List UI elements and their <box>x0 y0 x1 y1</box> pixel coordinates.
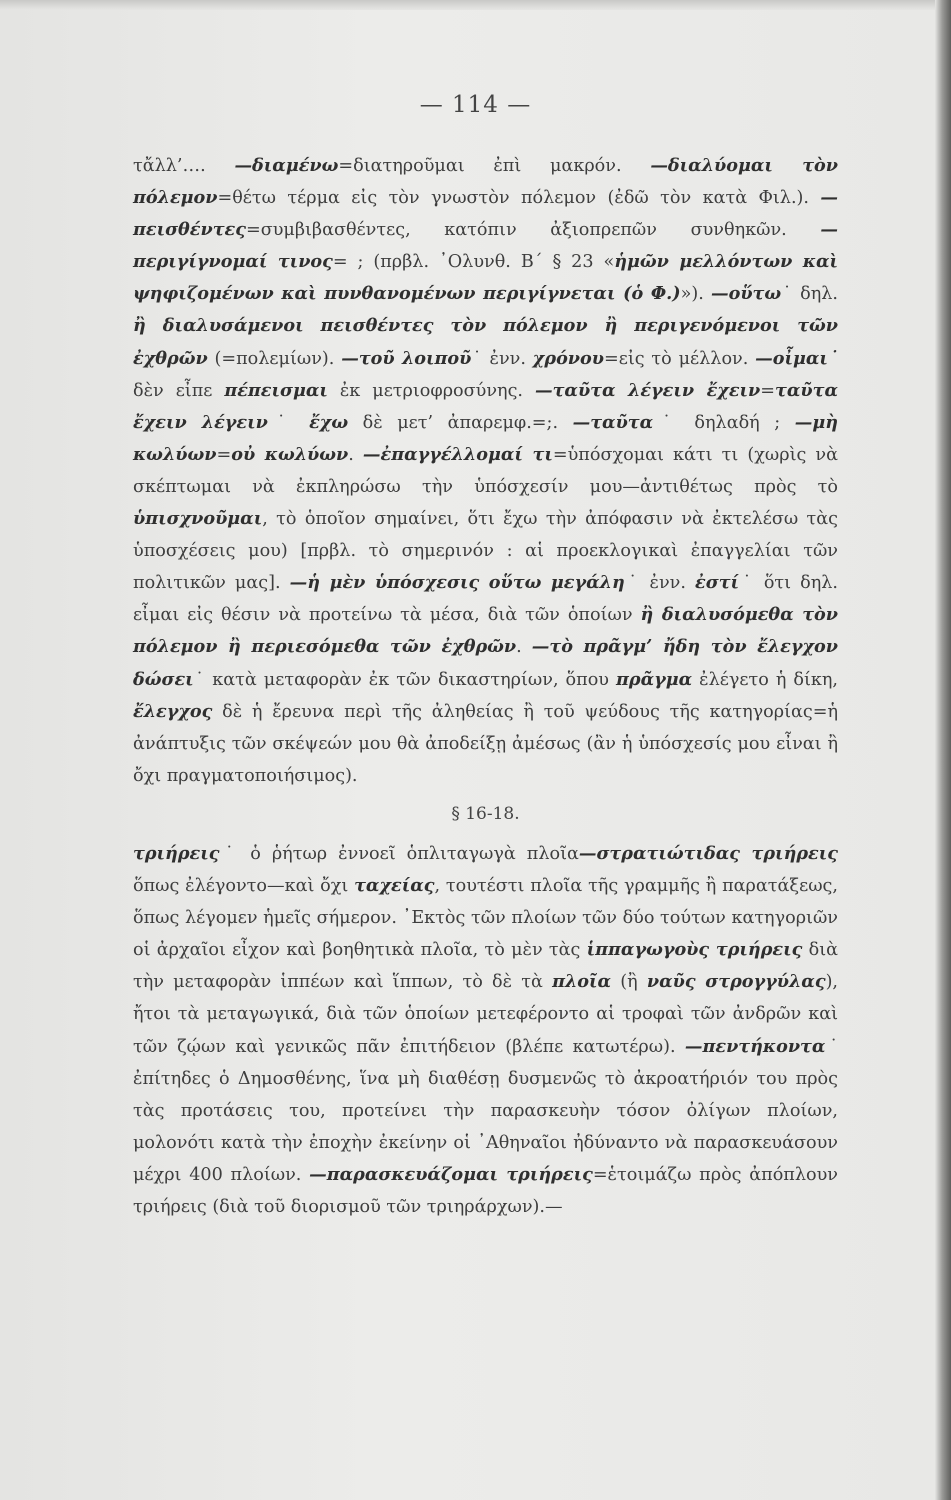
gloss-text: (ἢ <box>611 972 647 993</box>
gloss-text: (=πολεμίων). <box>207 348 342 369</box>
gloss-text: =ὑπόσχομαι κάτι τι (χωρὶς νὰ σκέπτωμαι νὰ ἐκπληρώσω τὴν ὑπόσχεσίν μου—ἀντιθέτως πρὸς τὸ <box>133 444 838 497</box>
lemma-term: —ἐπαγγέλλομαί τι <box>362 443 553 465</box>
lemma-term: —ταῦτα <box>572 411 654 433</box>
lemma-term: —ταῦτα λέγειν ἔχειν <box>534 379 761 401</box>
gloss-text: δὲν εἶπε <box>133 380 225 401</box>
lemma-term: —τὸ πρᾶγμ’ ἤδη τὸν ἔλεγχον δώσει <box>133 636 838 690</box>
lemma-term: —μὴ κωλύων <box>133 411 838 465</box>
lemma-term: πλοῖα <box>552 971 612 993</box>
lemma-term: ἢ διαλυσάμενοι πεισθέντες τὸν πόλεμον ἢ περιγενόμενοι τῶν ἐχθρῶν <box>133 315 838 369</box>
gloss-text: ˙ δηλ. <box>781 284 838 305</box>
commentary-body <box>133 150 838 1223</box>
gloss-text: = <box>216 444 232 465</box>
lemma-term: ναῦς στρογγύλας <box>646 971 826 993</box>
lemma-term: ἔλεγχος <box>133 700 213 722</box>
lemma-term: —τοῦ λοιποῦ <box>341 347 472 369</box>
gloss-text: ˙ κατὰ μεταφορὰν ἐκ τῶν δικαστηρίων, ὅπου <box>193 669 616 690</box>
lemma-term: ταχείας <box>354 875 435 897</box>
gloss-text: = ; (πρβλ. ᾿Ολυνθ. Β΄ § 23 « <box>332 252 615 273</box>
gloss-text: =ἑτοιμάζω πρὸς ἀπόπλουν τριήρεις (διὰ τοῦ διορισμοῦ τῶν τριηράρχων).— <box>133 1164 838 1217</box>
lemma-term: ἡμῶν μελλόντων καὶ ψηφιζομένων καὶ πυνθανομένων περιγίγνεται (ὁ Φ.) <box>133 251 838 305</box>
gloss-text: =συμβιβασθέντες, κατόπιν ἀξιοπρεπῶν συνθηκῶν. <box>245 220 821 241</box>
commentary-paragraph-2 <box>133 838 838 1223</box>
scan-right-edge <box>935 0 951 1500</box>
lemma-term: —διαμένω <box>234 155 339 176</box>
lemma-term: — περιγίγνομαί τινος <box>133 219 838 273</box>
lemma-term: ταῦτα ἔχειν λέγειν <box>133 379 838 433</box>
lemma-term: ὑπισχνοῦμαι <box>133 508 263 530</box>
commentary-paragraph-1 <box>133 150 838 792</box>
lemma-term: τριήρεις <box>133 842 220 864</box>
lemma-term: —διαλύομαι τὸν πόλεμον <box>133 155 838 209</box>
scan-top-edge <box>0 0 951 10</box>
lemma-term: —παρασκευάζομαι τριήρεις <box>309 1163 593 1185</box>
gloss-text: = <box>760 380 776 401</box>
gloss-text: ἐκ μετριοφροσύνης. <box>327 380 535 401</box>
lemma-term: οὐ κωλύων <box>231 443 349 465</box>
gloss-text: δὲ ἡ ἔρευνα περὶ τῆς ἀληθείας ἢ τοῦ ψεύδους τῆς κατηγορίας=ἡ ἀνάπτυξις τῶν σκέψεών μου θὰ ἀποδείξῃ ἀμέσως (ἂν ἡ ὑπόσχεσίς μου εἶναι ἢ ὄχι πραγματοποιήσιμος). <box>133 701 838 786</box>
lemma-term: ἔχω <box>309 411 349 433</box>
lemma-term: —οἶμαι˙ <box>755 347 838 369</box>
gloss-text: »). <box>680 284 711 305</box>
gloss-text: δὲ μετ’ ἀπαρεμφ.=;. <box>348 412 573 433</box>
gloss-text: ˙ ὅτι δηλ. εἶμαι εἰς θέσιν νὰ προτείνω τὰ μέσα, διὰ τῶν ὁποίων <box>133 573 838 626</box>
lemma-term: —πεισθέντες <box>133 187 838 241</box>
lemma-term: —οὕτω <box>710 283 782 305</box>
lemma-term: ἱππαγωγοὺς τριήρεις <box>586 939 803 961</box>
section-heading: § 16-18. <box>451 803 520 824</box>
gloss-text: ˙ ἐνν. <box>624 573 696 594</box>
lemma-term: —ἡ μὲν ὑπόσχεσις οὕτω μεγάλη <box>289 572 625 594</box>
gloss-text: . <box>516 637 532 658</box>
lemma-term: πέπεισμαι <box>224 379 328 401</box>
gloss-text: ˙ δηλαδή ; <box>653 412 795 433</box>
gloss-text: =θέτω τέρμα εἰς τὸν γνωστὸν πόλεμον (ἐδῶ τὸν κατὰ Φιλ.). <box>217 188 821 209</box>
gloss-text: ˙ ἐνν. <box>471 348 533 369</box>
lemma-term: χρόνου <box>532 347 604 369</box>
gloss-text: , τουτέστι πλοῖα τῆς γραμμῆς ἢ παρατάξεως, ὅπως λέγομεν ἡμεῖς σήμερον. ᾿Εκτὸς τῶν πλοίων τῶν δύο τούτων κατηγοριῶν οἱ ἀρχαῖοι εἶχον καὶ βοηθητικὰ πλοῖα, τὸ μὲν τὰς <box>133 876 838 961</box>
gloss-text: , τὸ ὁποῖον σημαίνει, ὅτι ἔχω τὴν ἀπόφασιν νὰ ἐκτελέσω τὰς ὑποσχέσεις μου) [πρβλ. τὸ σημερινόν : αἱ προεκλογικαὶ ἐπαγγελίαι τῶν πολιτικῶν μας]. <box>133 509 838 594</box>
gloss-text: διὰ τὴν μεταφορὰν ἱππέων καὶ ἵππων, τὸ δὲ τὰ <box>133 940 838 993</box>
gloss-text: ˙ ὁ ῥήτωρ ἐννοεῖ ὁπλιταγωγὰ πλοῖα <box>219 843 579 864</box>
gloss-text: ), ἤτοι τὰ μεταγωγικά, διὰ τῶν ὁποίων μετεφέροντο αἱ τροφαὶ τῶν ἀνδρῶν καὶ τῶν ζῴων καὶ γενικῶς πᾶν ἐπιτήδειον (βλέπε κατωτέρω). <box>133 972 839 1057</box>
page-number-header: — 114 — <box>419 92 532 118</box>
gloss-text: =εἰς τὸ μέλλον. <box>603 348 756 369</box>
gloss-text: . <box>348 444 363 465</box>
lemma-term: ἐστί <box>695 572 740 594</box>
gloss-text: ˙ ἐπίτηδες ὁ Δημοσθένης, ἵνα μὴ διαθέσῃ δυσμενῶς τὸ ἀκροατήριόν του πρὸς τὰς προτάσεις του, προτείνει τὴν παρασκευὴν τόσον ὀλίγων πλοίων, μολονότι κατὰ τὴν ἐποχὴν ἐκείνην οἱ ᾿Αθηναῖοι ἠδύναντο νὰ παρασκευάσουν μέχρι 400 πλοίων. <box>133 1036 839 1185</box>
lemma-term: ἢ διαλυσόμεθα τὸν πόλεμον ἢ περιεσόμεθα τῶν ἐχθρῶν <box>133 604 838 658</box>
gloss-text: =διατηροῦμαι ἐπὶ μακρόν. <box>338 156 651 176</box>
lemma-term: πρᾶγμα <box>616 668 693 690</box>
gloss-text: ἐλέγετο ἡ δίκη, <box>692 669 838 690</box>
lemma-term: —στρατιώτιδας τριήρεις <box>578 842 838 864</box>
gloss-text: ˙ <box>267 412 310 433</box>
gloss-text: τἄλλ’…. <box>133 156 235 176</box>
gloss-text: ὅπως ἐλέγοντο—καὶ ὄχι <box>133 876 355 897</box>
lemma-term: —πεντήκοντα <box>684 1035 826 1057</box>
